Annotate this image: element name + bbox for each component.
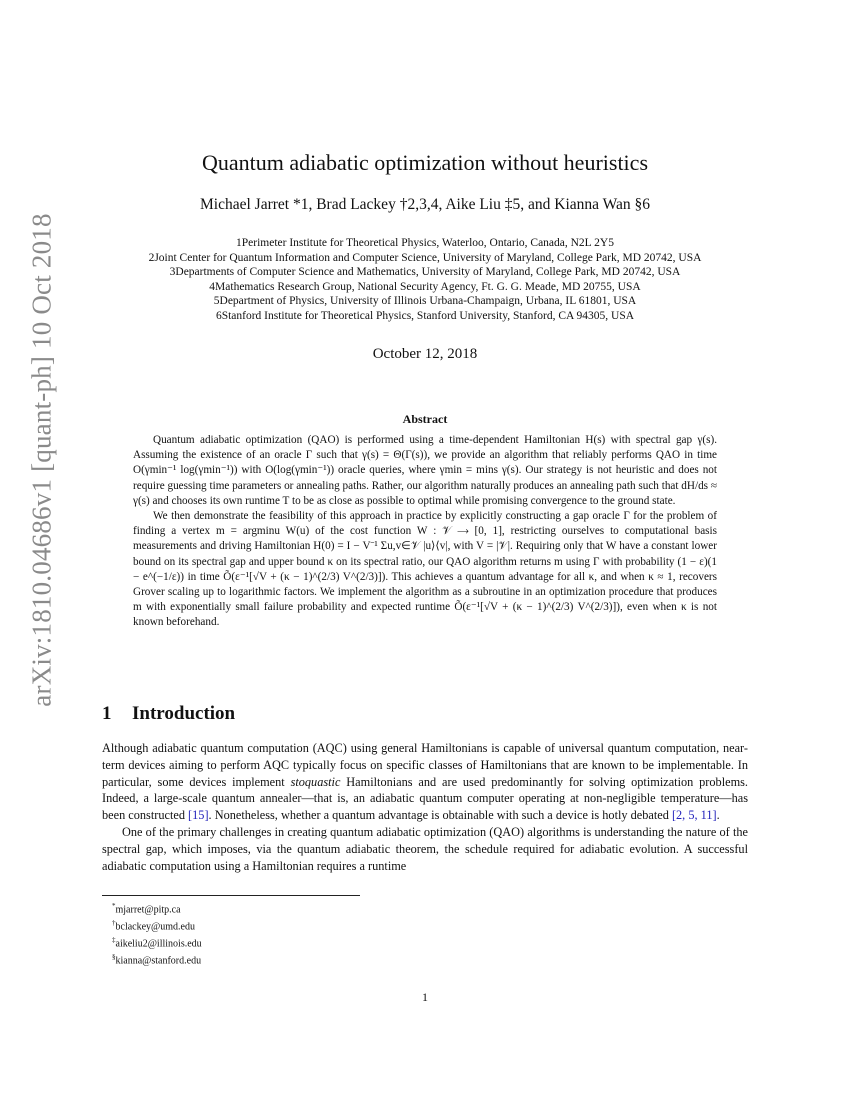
citation-link[interactable]: 5, (688, 808, 701, 823)
footnote (112, 917, 202, 934)
citation-link[interactable]: [15] (188, 808, 209, 823)
footnote-email: mjarret@pitp.ca (115, 904, 181, 916)
section-heading (102, 703, 235, 725)
footnote-email: aikeliu2@illinois.edu (115, 938, 202, 950)
paper-date: October 12, 2018 (372, 346, 478, 362)
footnote-mark: † (112, 918, 116, 927)
footnote-mark: * (112, 902, 116, 910)
arxiv-stamp-text: arXiv:1810.04686v1 [quant-ph] 10 Oct 2018 (26, 213, 57, 707)
affiliation: 6Stanford Institute for Theoretical Physics, Stanford University, Stanford, CA 94305, USA (215, 309, 635, 322)
introduction-body (102, 740, 748, 874)
abstract-paragraph: We then demonstrate the feasibility of this approach in practice by explicitly constructing a gap oracle Γ for the problem of finding a vertex m = argminu W(u) of the cost function W : 𝒱 ⟶ [0, 1], restricting ourselves to computational basis measurements and driving Hamiltonian H(0) = I − V⁻¹ Σu,v∈𝒱 |u⟩⟨v|, with V = |𝒱|. Requiring only that W have a constant lower bound on its spectral gap and upper bound κ on its spectral ratio, our QAO algorithm returns m using Γ with probability (1 − ε)(1 − e^(−1/ε)) in time Õ(ε⁻¹[√V + (κ − 1)^(2/3) V^(2/3)]). This achieves a quantum advantage for all κ, and when κ ≈ 1, recovers Grover scaling up to logarithmic factors. We implement the algorithm as a subroutine in an optimization procedure that produces m with exponentially small failure probability and expected runtime Õ(ε⁻¹[√V + (κ − 1)^(2/3) V^(2/3)]), even when κ is not known beforehand. (133, 510, 717, 629)
text-run: Hamiltonians and are used predominantly for solving optimization problems. Indeed, a large-scale quantum annealer—that is, an adiabatic quantum computer operating at non-negligible temperature—has been constructed (102, 774, 748, 823)
affiliations (100, 236, 750, 323)
footnote (112, 934, 202, 951)
footnote-mark: § (112, 952, 116, 961)
intro-paragraph (102, 740, 748, 824)
affiliation: 5Department of Physics, University of Illinois Urbana-Champaign, Urbana, IL 61801, USA (213, 295, 637, 307)
footnote-email: bclackey@umd.edu (115, 921, 195, 933)
abstract (133, 433, 717, 631)
section-number: 1 (102, 703, 112, 724)
abstract-heading: Abstract (402, 412, 448, 426)
footnote (112, 951, 202, 968)
intro-paragraph: One of the primary challenges in creating quantum adiabatic optimization (QAO) algorithms is understanding the nature of the spectral gap, which imposes, via the quantum adiabatic theorem, the schedule required for adiabatic evolution. A successful adiabatic computation using a Hamiltonian requires a runtime (102, 824, 748, 873)
text-run: . Nonetheless, whether a quantum advantage is obtainable with such a device is hotly debated (208, 808, 672, 823)
arxiv-stamp (22, 213, 62, 707)
affiliation: 4Mathematics Research Group, National Security Agency, Ft. G. G. Meade, MD 20755, USA (209, 280, 641, 293)
author-list: Michael Jarret *1, Brad Lackey †2,3,4, Aike Liu ‡5, and Kianna Wan §6 (200, 196, 650, 213)
emphasis: stoquastic (290, 774, 341, 789)
affiliation: 2Joint Center for Quantum Information and Computer Science, University of Maryland, College Park, MD 20742, USA (148, 251, 702, 264)
affiliation: 1Perimeter Institute for Theoretical Physics, Waterloo, Ontario, Canada, N2L 2Y5 (236, 237, 614, 249)
abstract-paragraph: Quantum adiabatic optimization (QAO) is performed using a time-dependent Hamiltonian H(s) with spectral gap γ(s). Assuming the existence of an oracle Γ such that γ(s) = Θ(Γ(s)), we provide an algorithm that reliably performs QAO in time O(γmin⁻¹ log(γmin⁻¹)) with O(log(γmin⁻¹)) oracle queries, where γmin = mins γ(s). Our strategy is not heuristic and does not require guessing time parameters or annealing paths. Rather, our algorithm naturally produces an annealing path such that dH/ds ≈ γ(s) and chooses its own runtime T to be as close as possible to optimal while promising convergence to the ground state. (133, 434, 717, 507)
text-run: Although adiabatic quantum computation (AQC) using general Hamiltonians is capable of universal quantum computation, near-term devices aiming to perform AQC typically focus on specific classes of Hamiltonians that are known to be implementable. In particular, some devices implement (102, 741, 748, 789)
page-number: 1 (422, 990, 428, 1004)
citation-link[interactable]: [2, (671, 808, 689, 823)
section-title: Introduction (132, 703, 236, 724)
footnote-email: kianna@stanford.edu (115, 955, 202, 967)
footnotes (112, 900, 202, 968)
affiliation: 3Departments of Computer Science and Mathematics, University of Maryland, College Park, MD 20742, USA (169, 266, 681, 278)
footnote-mark: ‡ (112, 935, 116, 944)
footnote-rule (102, 895, 360, 896)
citation-link[interactable]: 11] (700, 808, 717, 823)
paper-title: Quantum adiabatic optimization without heuristics (201, 150, 648, 175)
footnote (112, 900, 202, 917)
text-run: . (716, 808, 720, 823)
